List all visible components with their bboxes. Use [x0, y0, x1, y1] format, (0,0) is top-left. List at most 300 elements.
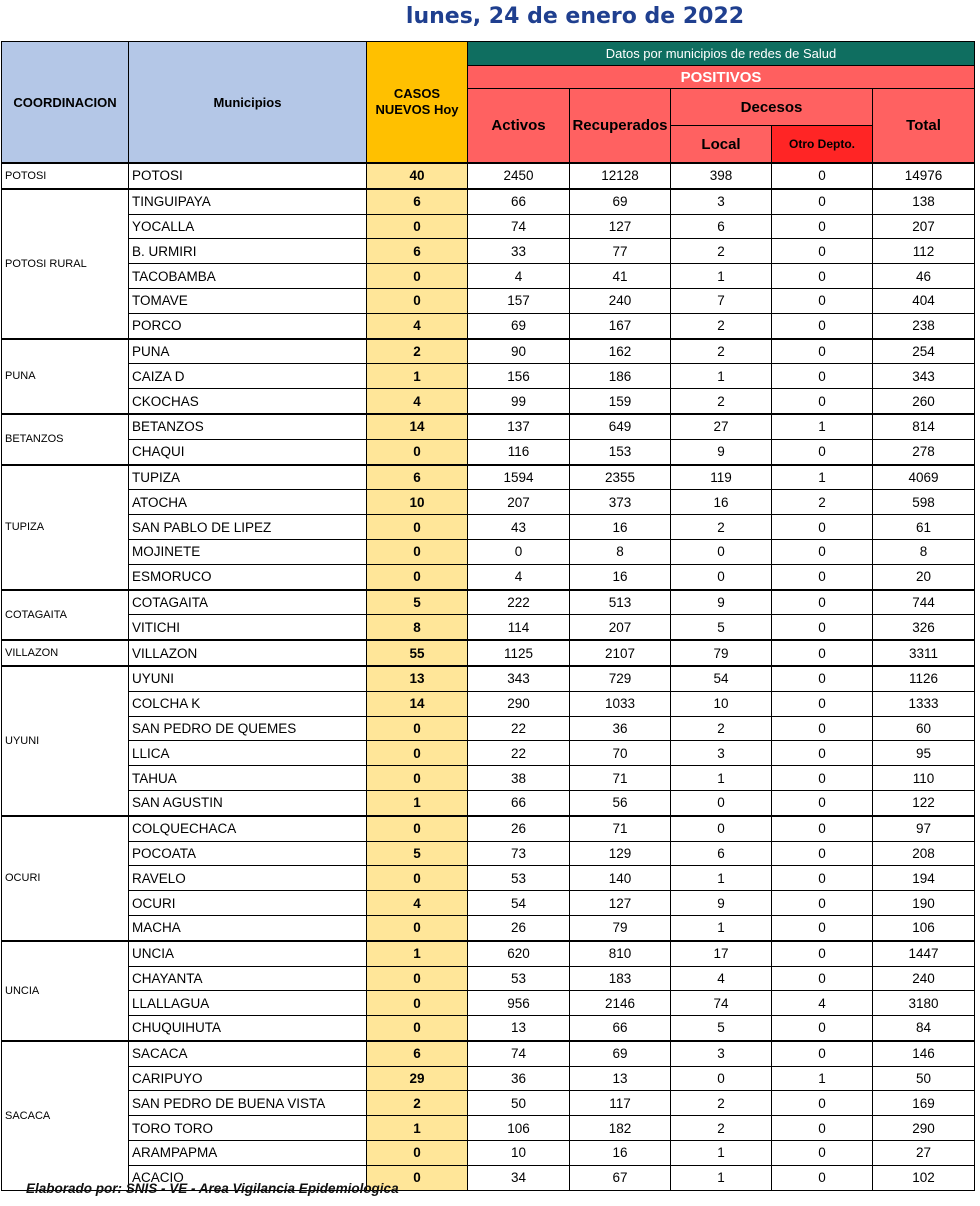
table-row — [2, 866, 975, 891]
casos-nuevos-cell: 0 — [367, 766, 468, 791]
recuperados-cell: 207 — [570, 615, 671, 640]
casos-nuevos-cell: 0 — [367, 539, 468, 564]
decesos-otro-depto-cell: 0 — [772, 515, 873, 540]
table-row — [2, 163, 975, 189]
total-cell: 260 — [873, 389, 975, 414]
recuperados-cell: 159 — [570, 389, 671, 414]
total-cell: 208 — [873, 841, 975, 866]
header-casos-nuevos: CASOS NUEVOS Hoy — [367, 42, 468, 164]
activos-cell: 38 — [468, 766, 570, 791]
municipio-cell: COTAGAITA — [129, 590, 367, 615]
recuperados-cell: 71 — [570, 816, 671, 841]
recuperados-cell: 167 — [570, 313, 671, 338]
total-cell: 814 — [873, 414, 975, 439]
header-coordinacion: COORDINACION — [2, 42, 129, 164]
decesos-otro-depto-cell: 0 — [772, 1165, 873, 1190]
decesos-otro-depto-cell: 0 — [772, 691, 873, 716]
table-row — [2, 941, 975, 966]
decesos-otro-depto-cell: 0 — [772, 615, 873, 640]
total-cell: 122 — [873, 790, 975, 815]
decesos-otro-depto-cell: 0 — [772, 364, 873, 389]
recuperados-cell: 153 — [570, 439, 671, 464]
decesos-otro-depto-cell: 0 — [772, 1091, 873, 1116]
activos-cell: 54 — [468, 891, 570, 916]
municipio-cell: SAN AGUSTIN — [129, 790, 367, 815]
header-datos-municipios: Datos por municipios de redes de Salud — [468, 42, 975, 66]
casos-nuevos-cell: 4 — [367, 313, 468, 338]
decesos-local-cell: 6 — [671, 214, 772, 239]
total-cell: 146 — [873, 1041, 975, 1066]
coordinacion-cell: PUNA — [2, 339, 129, 414]
decesos-otro-depto-cell: 0 — [772, 1141, 873, 1166]
decesos-otro-depto-cell: 0 — [772, 790, 873, 815]
coordinacion-cell: POTOSI — [2, 163, 129, 189]
municipio-cell: PORCO — [129, 313, 367, 338]
coordinacion-cell: UYUNI — [2, 666, 129, 816]
total-cell: 95 — [873, 741, 975, 766]
header-positivos: POSITIVOS — [468, 66, 975, 89]
activos-cell: 4 — [468, 264, 570, 289]
total-cell: 1126 — [873, 666, 975, 691]
recuperados-cell: 810 — [570, 941, 671, 966]
total-cell: 404 — [873, 288, 975, 313]
activos-cell: 1125 — [468, 640, 570, 666]
decesos-otro-depto-cell: 0 — [772, 288, 873, 313]
total-cell: 110 — [873, 766, 975, 791]
coordinacion-cell: UNCIA — [2, 941, 129, 1041]
decesos-otro-depto-cell: 0 — [772, 389, 873, 414]
municipio-cell: CKOCHAS — [129, 389, 367, 414]
decesos-otro-depto-cell: 0 — [772, 313, 873, 338]
decesos-otro-depto-cell: 4 — [772, 991, 873, 1016]
coordinacion-cell: VILLAZON — [2, 640, 129, 666]
decesos-otro-depto-cell: 0 — [772, 189, 873, 214]
decesos-local-cell: 2 — [671, 1116, 772, 1141]
activos-cell: 106 — [468, 1116, 570, 1141]
decesos-local-cell: 74 — [671, 991, 772, 1016]
municipio-cell: SAN PEDRO DE QUEMES — [129, 716, 367, 741]
activos-cell: 50 — [468, 1091, 570, 1116]
decesos-local-cell: 10 — [671, 691, 772, 716]
municipio-cell: CHAYANTA — [129, 966, 367, 991]
municipio-cell: BETANZOS — [129, 414, 367, 439]
decesos-otro-depto-cell: 0 — [772, 264, 873, 289]
municipio-cell: LLALLAGUA — [129, 991, 367, 1016]
casos-nuevos-cell: 0 — [367, 915, 468, 940]
recuperados-cell: 513 — [570, 590, 671, 615]
decesos-otro-depto-cell: 0 — [772, 214, 873, 239]
recuperados-cell: 79 — [570, 915, 671, 940]
decesos-otro-depto-cell: 0 — [772, 1116, 873, 1141]
municipio-cell: SAN PABLO DE LIPEZ — [129, 515, 367, 540]
casos-nuevos-cell: 0 — [367, 991, 468, 1016]
recuperados-cell: 649 — [570, 414, 671, 439]
casos-nuevos-cell: 1 — [367, 1116, 468, 1141]
recuperados-cell: 36 — [570, 716, 671, 741]
municipio-cell: TOMAVE — [129, 288, 367, 313]
recuperados-cell: 183 — [570, 966, 671, 991]
activos-cell: 69 — [468, 313, 570, 338]
decesos-local-cell: 2 — [671, 515, 772, 540]
decesos-local-cell: 0 — [671, 1066, 772, 1091]
table-row — [2, 339, 975, 364]
decesos-local-cell: 1 — [671, 364, 772, 389]
municipio-cell: UYUNI — [129, 666, 367, 691]
footer-credit: Elaborado por: SNIS - VE - Area Vigilancia Epidemiologica — [26, 1181, 399, 1196]
recuperados-cell: 77 — [570, 239, 671, 264]
casos-nuevos-cell: 10 — [367, 490, 468, 515]
municipio-cell: RAVELO — [129, 866, 367, 891]
casos-nuevos-cell: 1 — [367, 364, 468, 389]
table-row — [2, 439, 975, 464]
municipio-cell: TACOBAMBA — [129, 264, 367, 289]
casos-nuevos-cell: 4 — [367, 389, 468, 414]
total-cell: 194 — [873, 866, 975, 891]
casos-nuevos-cell: 0 — [367, 1141, 468, 1166]
activos-cell: 74 — [468, 1041, 570, 1066]
decesos-local-cell: 54 — [671, 666, 772, 691]
decesos-local-cell: 3 — [671, 189, 772, 214]
decesos-local-cell: 6 — [671, 841, 772, 866]
casos-nuevos-cell: 8 — [367, 615, 468, 640]
decesos-otro-depto-cell: 0 — [772, 640, 873, 666]
table-row — [2, 790, 975, 815]
recuperados-cell: 182 — [570, 1116, 671, 1141]
decesos-local-cell: 1 — [671, 1165, 772, 1190]
total-cell: 278 — [873, 439, 975, 464]
decesos-local-cell: 1 — [671, 915, 772, 940]
municipio-cell: PUNA — [129, 339, 367, 364]
casos-nuevos-cell: 5 — [367, 590, 468, 615]
recuperados-cell: 162 — [570, 339, 671, 364]
total-cell: 1447 — [873, 941, 975, 966]
decesos-local-cell: 7 — [671, 288, 772, 313]
activos-cell: 156 — [468, 364, 570, 389]
municipio-cell: MOJINETE — [129, 539, 367, 564]
total-cell: 27 — [873, 1141, 975, 1166]
header-recuperados: Recuperados — [570, 89, 671, 164]
casos-nuevos-cell: 14 — [367, 414, 468, 439]
casos-nuevos-cell: 6 — [367, 465, 468, 490]
decesos-local-cell: 16 — [671, 490, 772, 515]
municipio-cell: TAHUA — [129, 766, 367, 791]
municipio-cell: CARIPUYO — [129, 1066, 367, 1091]
casos-nuevos-cell: 0 — [367, 515, 468, 540]
activos-cell: 13 — [468, 1016, 570, 1041]
casos-nuevos-cell: 0 — [367, 1165, 468, 1190]
decesos-otro-depto-cell: 0 — [772, 1041, 873, 1066]
recuperados-cell: 127 — [570, 214, 671, 239]
decesos-local-cell: 0 — [671, 816, 772, 841]
municipio-cell: OCURI — [129, 891, 367, 916]
total-cell: 61 — [873, 515, 975, 540]
activos-cell: 222 — [468, 590, 570, 615]
casos-nuevos-cell: 2 — [367, 1091, 468, 1116]
activos-cell: 73 — [468, 841, 570, 866]
table-row — [2, 189, 975, 214]
recuperados-cell: 70 — [570, 741, 671, 766]
activos-cell: 34 — [468, 1165, 570, 1190]
decesos-local-cell: 3 — [671, 741, 772, 766]
municipio-cell: TORO TORO — [129, 1116, 367, 1141]
table-row — [2, 564, 975, 589]
municipio-cell: SACACA — [129, 1041, 367, 1066]
table-row — [2, 615, 975, 640]
decesos-otro-depto-cell: 0 — [772, 716, 873, 741]
decesos-local-cell: 0 — [671, 564, 772, 589]
casos-nuevos-cell: 55 — [367, 640, 468, 666]
decesos-otro-depto-cell: 0 — [772, 866, 873, 891]
activos-cell: 0 — [468, 539, 570, 564]
recuperados-cell: 16 — [570, 1141, 671, 1166]
total-cell: 3311 — [873, 640, 975, 666]
total-cell: 60 — [873, 716, 975, 741]
total-cell: 4069 — [873, 465, 975, 490]
activos-cell: 4 — [468, 564, 570, 589]
decesos-local-cell: 4 — [671, 966, 772, 991]
recuperados-cell: 186 — [570, 364, 671, 389]
decesos-otro-depto-cell: 1 — [772, 465, 873, 490]
table-row — [2, 841, 975, 866]
table-row — [2, 313, 975, 338]
decesos-otro-depto-cell: 0 — [772, 915, 873, 940]
recuperados-cell: 127 — [570, 891, 671, 916]
coordinacion-cell: COTAGAITA — [2, 590, 129, 641]
table-row — [2, 490, 975, 515]
total-cell: 112 — [873, 239, 975, 264]
activos-cell: 290 — [468, 691, 570, 716]
casos-nuevos-cell: 14 — [367, 691, 468, 716]
activos-cell: 74 — [468, 214, 570, 239]
decesos-otro-depto-cell: 0 — [772, 439, 873, 464]
recuperados-cell: 56 — [570, 790, 671, 815]
total-cell: 744 — [873, 590, 975, 615]
total-cell: 20 — [873, 564, 975, 589]
page-title: lunes, 24 de enero de 2022 — [405, 4, 745, 29]
casos-nuevos-cell: 0 — [367, 564, 468, 589]
decesos-local-cell: 2 — [671, 1091, 772, 1116]
activos-cell: 90 — [468, 339, 570, 364]
table-row — [2, 364, 975, 389]
table-row — [2, 666, 975, 691]
total-cell: 1333 — [873, 691, 975, 716]
casos-nuevos-cell: 0 — [367, 214, 468, 239]
activos-cell: 33 — [468, 239, 570, 264]
casos-nuevos-cell: 1 — [367, 941, 468, 966]
activos-cell: 1594 — [468, 465, 570, 490]
activos-cell: 2450 — [468, 163, 570, 189]
total-cell: 97 — [873, 816, 975, 841]
decesos-otro-depto-cell: 0 — [772, 966, 873, 991]
municipio-cell: ARAMPAPMA — [129, 1141, 367, 1166]
total-cell: 290 — [873, 1116, 975, 1141]
recuperados-cell: 8 — [570, 539, 671, 564]
table-row — [2, 991, 975, 1016]
activos-cell: 99 — [468, 389, 570, 414]
activos-cell: 10 — [468, 1141, 570, 1166]
total-cell: 169 — [873, 1091, 975, 1116]
decesos-local-cell: 1 — [671, 766, 772, 791]
activos-cell: 157 — [468, 288, 570, 313]
decesos-local-cell: 0 — [671, 539, 772, 564]
table-row — [2, 389, 975, 414]
municipio-cell: UNCIA — [129, 941, 367, 966]
casos-nuevos-cell: 29 — [367, 1066, 468, 1091]
casos-nuevos-cell: 6 — [367, 189, 468, 214]
casos-nuevos-cell: 0 — [367, 288, 468, 313]
decesos-otro-depto-cell: 0 — [772, 1016, 873, 1041]
table-row — [2, 691, 975, 716]
total-cell: 254 — [873, 339, 975, 364]
table-row — [2, 239, 975, 264]
recuperados-cell: 1033 — [570, 691, 671, 716]
total-cell: 50 — [873, 1066, 975, 1091]
recuperados-cell: 16 — [570, 515, 671, 540]
recuperados-cell: 69 — [570, 189, 671, 214]
casos-nuevos-cell: 0 — [367, 439, 468, 464]
municipio-cell: POCOATA — [129, 841, 367, 866]
casos-nuevos-cell: 0 — [367, 716, 468, 741]
table-row — [2, 766, 975, 791]
total-cell: 138 — [873, 189, 975, 214]
municipio-cell: SAN PEDRO DE BUENA VISTA — [129, 1091, 367, 1116]
casos-nuevos-cell: 4 — [367, 891, 468, 916]
total-cell: 8 — [873, 539, 975, 564]
total-cell: 207 — [873, 214, 975, 239]
decesos-local-cell: 1 — [671, 1141, 772, 1166]
municipio-cell: LLICA — [129, 741, 367, 766]
recuperados-cell: 140 — [570, 866, 671, 891]
decesos-local-cell: 2 — [671, 389, 772, 414]
decesos-local-cell: 2 — [671, 716, 772, 741]
decesos-local-cell: 2 — [671, 339, 772, 364]
table-row — [2, 716, 975, 741]
decesos-otro-depto-cell: 0 — [772, 564, 873, 589]
casos-nuevos-cell: 0 — [367, 1016, 468, 1041]
recuperados-cell: 373 — [570, 490, 671, 515]
activos-cell: 22 — [468, 716, 570, 741]
header-municipios: Municipios — [129, 42, 367, 164]
total-cell: 3180 — [873, 991, 975, 1016]
municipio-cell: VILLAZON — [129, 640, 367, 666]
casos-nuevos-cell: 6 — [367, 239, 468, 264]
activos-cell: 53 — [468, 966, 570, 991]
total-cell: 14976 — [873, 163, 975, 189]
decesos-otro-depto-cell: 0 — [772, 339, 873, 364]
recuperados-cell: 71 — [570, 766, 671, 791]
covid-cases-table — [1, 41, 975, 1191]
decesos-local-cell: 1 — [671, 264, 772, 289]
table-body — [2, 163, 975, 1190]
total-cell: 598 — [873, 490, 975, 515]
decesos-local-cell: 119 — [671, 465, 772, 490]
header-local: Local — [671, 126, 772, 164]
table-header — [2, 42, 975, 164]
activos-cell: 66 — [468, 790, 570, 815]
activos-cell: 26 — [468, 816, 570, 841]
decesos-local-cell: 1 — [671, 866, 772, 891]
table-row — [2, 1091, 975, 1116]
table-row — [2, 214, 975, 239]
activos-cell: 26 — [468, 915, 570, 940]
decesos-local-cell: 3 — [671, 1041, 772, 1066]
table-row — [2, 816, 975, 841]
decesos-local-cell: 398 — [671, 163, 772, 189]
decesos-local-cell: 9 — [671, 891, 772, 916]
decesos-local-cell: 9 — [671, 590, 772, 615]
casos-nuevos-cell: 0 — [367, 966, 468, 991]
activos-cell: 956 — [468, 991, 570, 1016]
casos-nuevos-cell: 5 — [367, 841, 468, 866]
coordinacion-cell: SACACA — [2, 1041, 129, 1190]
recuperados-cell: 729 — [570, 666, 671, 691]
activos-cell: 43 — [468, 515, 570, 540]
table-row — [2, 465, 975, 490]
casos-nuevos-cell: 0 — [367, 816, 468, 841]
table-row — [2, 1141, 975, 1166]
activos-cell: 114 — [468, 615, 570, 640]
recuperados-cell: 240 — [570, 288, 671, 313]
decesos-local-cell: 2 — [671, 313, 772, 338]
activos-cell: 343 — [468, 666, 570, 691]
activos-cell: 207 — [468, 490, 570, 515]
header-activos: Activos — [468, 89, 570, 164]
decesos-otro-depto-cell: 0 — [772, 163, 873, 189]
coordinacion-cell: TUPIZA — [2, 465, 129, 590]
municipio-cell: POTOSI — [129, 163, 367, 189]
total-cell: 326 — [873, 615, 975, 640]
decesos-local-cell: 17 — [671, 941, 772, 966]
recuperados-cell: 2107 — [570, 640, 671, 666]
decesos-otro-depto-cell: 0 — [772, 841, 873, 866]
table-row — [2, 288, 975, 313]
recuperados-cell: 69 — [570, 1041, 671, 1066]
municipio-cell: CHUQUIHUTA — [129, 1016, 367, 1041]
header-otro-depto: Otro Depto. — [772, 126, 873, 164]
table-row — [2, 1041, 975, 1066]
table-row — [2, 264, 975, 289]
decesos-otro-depto-cell: 0 — [772, 891, 873, 916]
table-row — [2, 640, 975, 666]
table-row — [2, 590, 975, 615]
total-cell: 102 — [873, 1165, 975, 1190]
recuperados-cell: 41 — [570, 264, 671, 289]
total-cell: 190 — [873, 891, 975, 916]
coordinacion-cell: OCURI — [2, 816, 129, 941]
decesos-otro-depto-cell: 1 — [772, 414, 873, 439]
decesos-otro-depto-cell: 0 — [772, 666, 873, 691]
decesos-local-cell: 5 — [671, 615, 772, 640]
table-row — [2, 915, 975, 940]
decesos-otro-depto-cell: 0 — [772, 590, 873, 615]
decesos-otro-depto-cell: 0 — [772, 539, 873, 564]
municipio-cell: TUPIZA — [129, 465, 367, 490]
decesos-local-cell: 27 — [671, 414, 772, 439]
decesos-otro-depto-cell: 0 — [772, 239, 873, 264]
activos-cell: 66 — [468, 189, 570, 214]
total-cell: 106 — [873, 915, 975, 940]
municipio-cell: COLCHA K — [129, 691, 367, 716]
municipio-cell: ATOCHA — [129, 490, 367, 515]
table-row — [2, 891, 975, 916]
casos-nuevos-cell: 6 — [367, 1041, 468, 1066]
decesos-otro-depto-cell: 1 — [772, 1066, 873, 1091]
activos-cell: 36 — [468, 1066, 570, 1091]
table-row — [2, 414, 975, 439]
table-row — [2, 515, 975, 540]
recuperados-cell: 67 — [570, 1165, 671, 1190]
municipio-cell: CAIZA D — [129, 364, 367, 389]
